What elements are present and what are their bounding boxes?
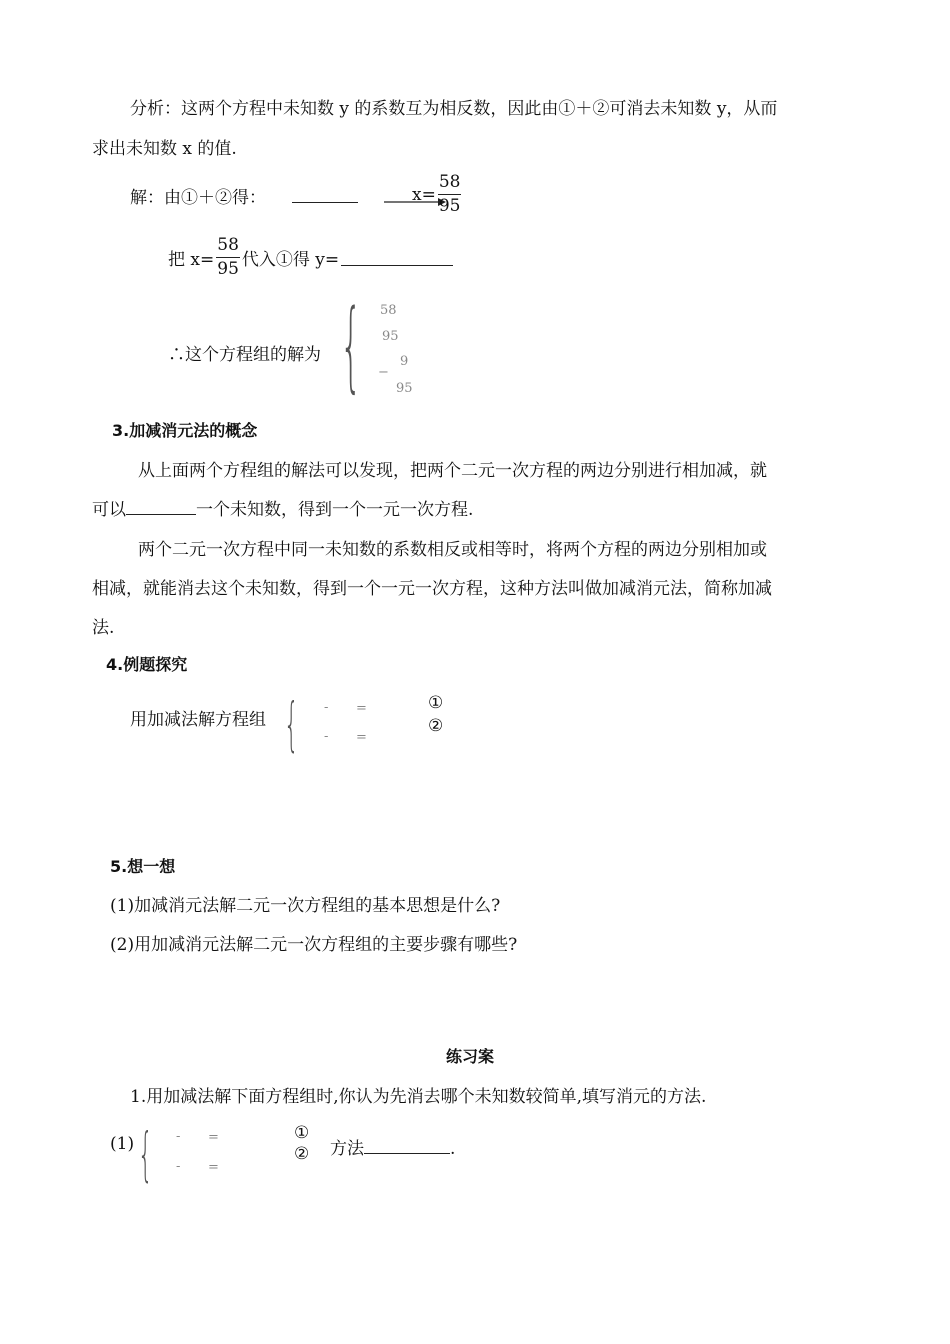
practice-title: 练习案 bbox=[446, 1047, 495, 1066]
x-numerator: 58 bbox=[438, 174, 462, 195]
example-eq2-minus: - bbox=[324, 729, 329, 744]
substitution-prefix: 把 x= bbox=[168, 250, 215, 270]
section-3-p2-line3: 法. bbox=[92, 618, 115, 638]
x-label: x= bbox=[412, 184, 436, 205]
substitution-denominator: 95 bbox=[217, 259, 239, 279]
answer-blank-method[interactable] bbox=[364, 1137, 450, 1154]
practice-item-1-label: (1) bbox=[110, 1134, 135, 1154]
substitution-numerator: 58 bbox=[216, 237, 240, 258]
substitution-line bbox=[168, 237, 453, 278]
section-3-p2-line1: 两个二元一次方程中同一未知数的系数相反或相等时，将两个方程的两边分别相加或 bbox=[138, 540, 767, 560]
practice-eq2-equals: = bbox=[208, 1160, 219, 1175]
example-mark-2: ② bbox=[428, 716, 444, 736]
practice-eq1-equals: = bbox=[208, 1130, 219, 1145]
left-brace-icon: { bbox=[340, 289, 362, 403]
practice-mark-1: ① bbox=[294, 1123, 310, 1143]
practice-instruction: 1.用加减法解下面方程组时,你认为先消去哪个未知数较简单,填写消元的方法. bbox=[130, 1087, 707, 1107]
section-5-title: 5.想一想 bbox=[110, 857, 176, 876]
example-eq1-minus: - bbox=[324, 700, 329, 715]
question-1: (1)加减消元法解二元一次方程组的基本思想是什么? bbox=[110, 896, 501, 916]
solution-frac1-numerator: 58 bbox=[380, 304, 397, 314]
method-fill bbox=[330, 1134, 455, 1159]
answer-blank-y[interactable] bbox=[341, 249, 453, 266]
practice-mark-2: ② bbox=[294, 1144, 310, 1164]
solution-frac1-denominator: 95 bbox=[382, 329, 399, 344]
analysis-line-2: 求出未知数 x 的值. bbox=[92, 139, 237, 159]
section-4-title: 4.例题探究 bbox=[106, 655, 188, 674]
solution-minus-sign: − bbox=[378, 365, 389, 380]
method-label: 方法 bbox=[330, 1139, 364, 1159]
section-3-p1-line2 bbox=[92, 495, 473, 520]
question-2: (2)用加减消元法解二元一次方程组的主要步骤有哪些? bbox=[110, 935, 518, 955]
x-fraction bbox=[438, 174, 462, 215]
conclusion-text: ∴这个方程组的解为 bbox=[168, 345, 321, 365]
practice-eq2-minus: - bbox=[176, 1159, 181, 1174]
left-brace-icon: { bbox=[138, 1120, 153, 1188]
x-value bbox=[412, 174, 463, 215]
substitution-suffix: 代入①得 y= bbox=[241, 250, 340, 270]
method-end: . bbox=[450, 1139, 456, 1159]
example-eq1-equals: = bbox=[356, 701, 367, 716]
solution-prefix: 解：由①＋②得： bbox=[130, 188, 266, 208]
solution-frac2-numerator: 9 bbox=[400, 355, 409, 365]
answer-blank-sum[interactable] bbox=[292, 186, 358, 203]
section-3-p1-line1: 从上面两个方程组的解法可以发现，把两个二元一次方程的两边分别进行相加减，就 bbox=[138, 461, 767, 481]
left-brace-icon: { bbox=[284, 690, 299, 758]
analysis-line-1: 分析：这两个方程中未知数 y 的系数互为相反数，因此由①＋②可消去未知数 y，从而 bbox=[130, 99, 778, 119]
example-eq2-equals: = bbox=[356, 730, 367, 745]
section-3-p2-line2: 相减，就能消去这个未知数，得到一个一元一次方程，这种方法叫做加减消元法，简称加减 bbox=[92, 579, 772, 599]
answer-blank-eliminate[interactable] bbox=[126, 498, 196, 515]
example-mark-1: ① bbox=[428, 693, 444, 713]
p1-line2-suffix: 一个未知数，得到一个一元一次方程. bbox=[196, 500, 474, 520]
x-denominator: 95 bbox=[438, 196, 461, 216]
solution-frac2-denominator: 95 bbox=[396, 381, 413, 396]
practice-eq1-minus: - bbox=[176, 1129, 181, 1144]
p1-line2-prefix: 可以 bbox=[92, 500, 126, 520]
example-prompt: 用加减法解方程组 bbox=[130, 710, 266, 730]
substitution-fraction bbox=[216, 237, 240, 278]
section-3-title: 3.加减消元法的概念 bbox=[112, 421, 258, 440]
